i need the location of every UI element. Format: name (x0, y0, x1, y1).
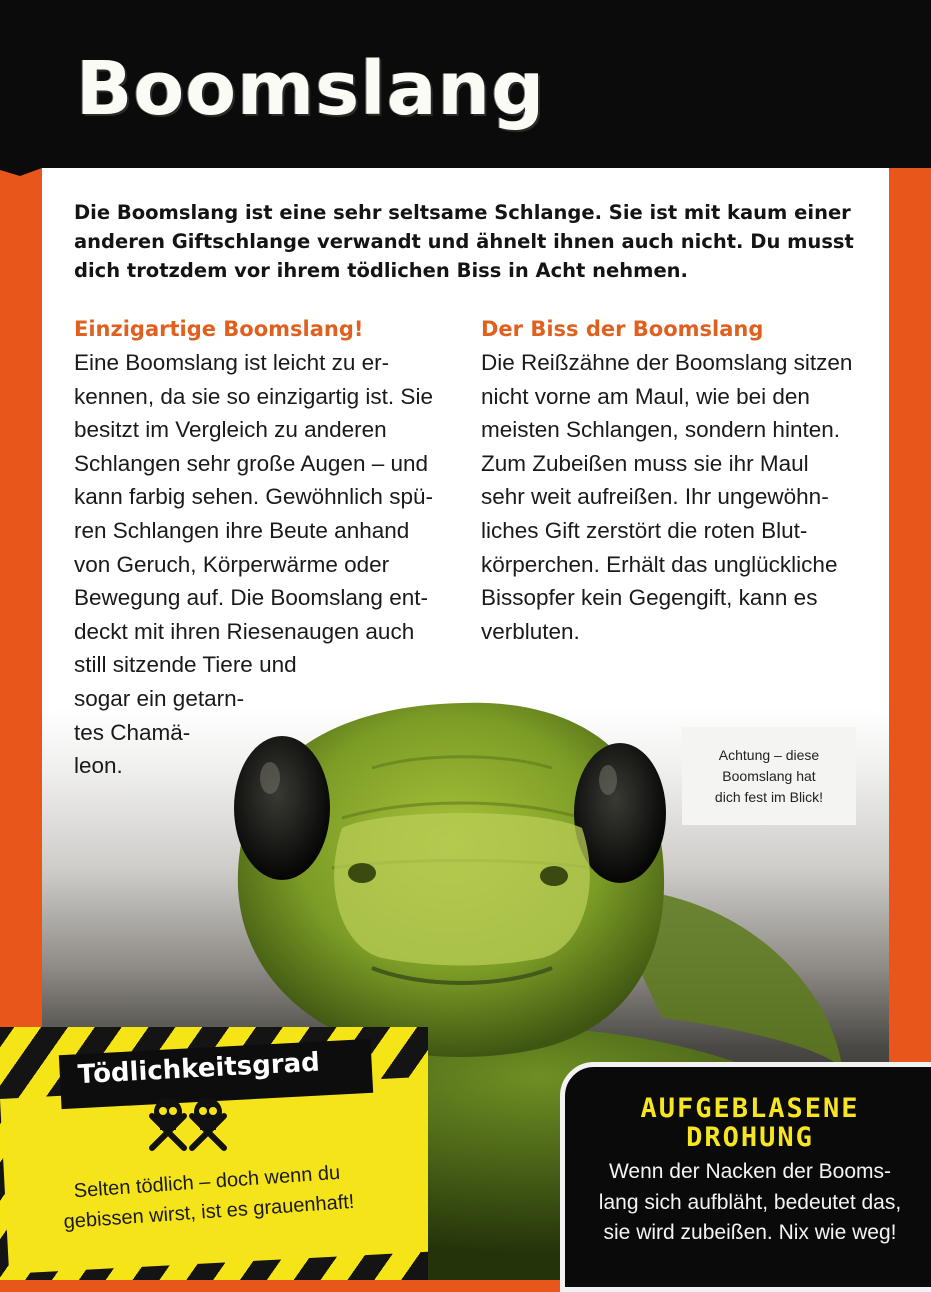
section-bite (481, 314, 881, 648)
page-title: Boomslang (76, 46, 546, 132)
threat-title: AUFGEBLASENE DROHUNG (640, 1093, 860, 1153)
section-heading: Einzigartige Boomslang! (74, 317, 364, 341)
danger-level-heading: Tödlichkeitsgrad (77, 1047, 321, 1091)
intro-text: Die Boomslang ist eine sehr seltsame Schlange. Sie ist mit kaum einer anderen Giftschlange verwandt und ähnelt ihnen auch nicht. Du musst dich trotzdem vor ihrem tödlichen Biss in Acht nehmen. (74, 201, 854, 282)
header-bar (0, 0, 931, 168)
danger-level-box (0, 1027, 428, 1280)
skull-crossbones-icon (148, 1092, 228, 1152)
danger-level-text: Selten tödlich – doch wenn du gebissen wirst, ist es grauenhaft! (62, 1161, 356, 1234)
section-body: Eine Boomslang ist leicht zu er- kennen, da sie so einzigartig ist. Sie besitzt im Vergleich zu anderen Schlangen sehr große Augen – und kann farbig sehen. Gewöhnlich spü- ren Schlangen ihre Beute anhand von Geruch, Körperwärme oder Bewegung auf. Die Boomslang ent- deckt mit ihren Riesenaugen auch still sitzende Tiere und sogar ein getarn- tes Chamä- leon. (74, 350, 433, 779)
photo-caption: Achtung – diese Boomslang hat dich fest im Blick! (682, 727, 856, 825)
section-heading: Der Biss der Boomslang (481, 317, 764, 341)
section-body: Die Reißzähne der Boomslang sitzen nicht vorne am Maul, wie bei den meisten Schlangen, sondern hinten. Zum Zubeißen muss sie ihr Maul sehr weit aufreißen. Ihr ungewöhn- liches Gift zerstört die roten Blut- körperchen. Erhält das unglückliche Bissopfer kein Gegengift, kann es verbluten. (481, 350, 853, 644)
section-unique (74, 314, 454, 783)
threat-text: Wenn der Nacken der Booms- lang sich aufbläht, bedeutet das, sie wird zubeißen. Nix wie weg! (598, 1160, 902, 1244)
